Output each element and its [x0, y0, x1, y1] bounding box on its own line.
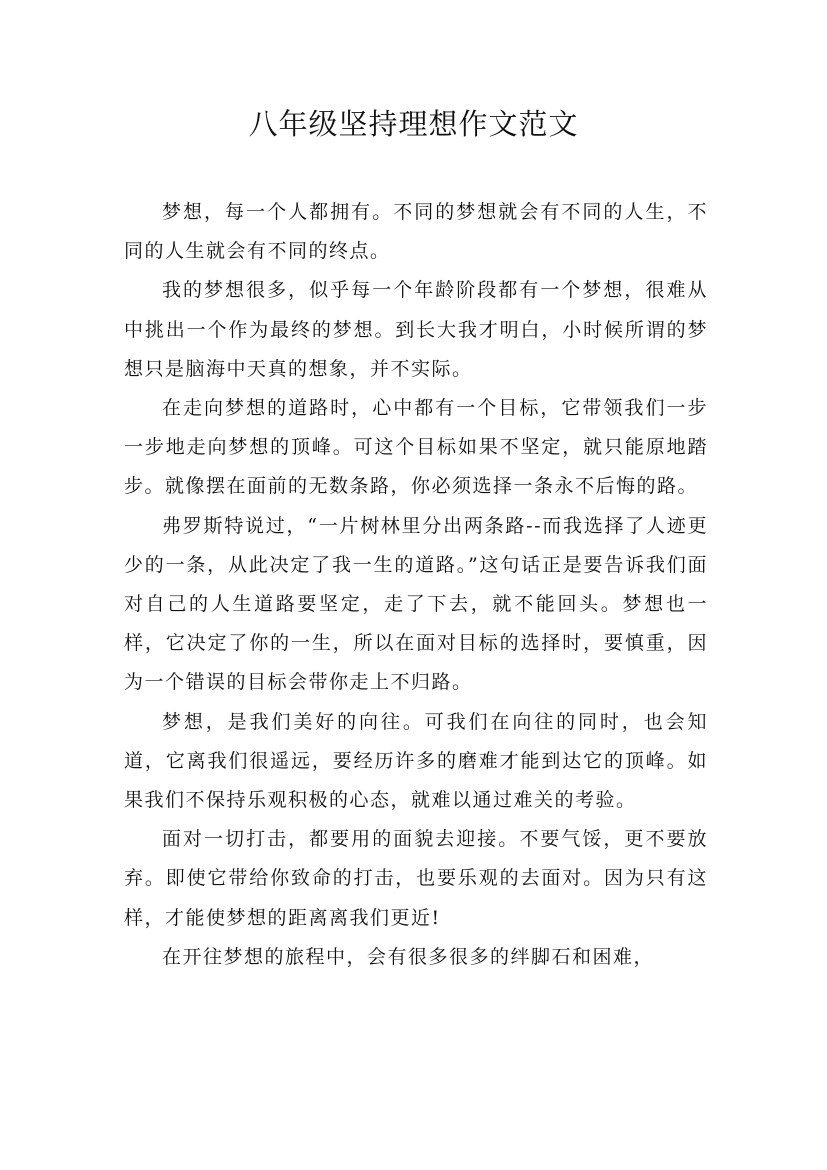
paragraph-2: 我的梦想很多，似乎每一个年龄阶段都有一个梦想，很难从中挑出一个作为最终的梦想。到长大我才明白，小时候所谓的梦想只是脑海中天真的想象，并不实际。 [124, 279, 708, 380]
document-title: 八年级坚持理想作文范文 [248, 107, 579, 141]
paragraph-5: 梦想，是我们美好的向往。可我们在向往的同时，也会知道，它离我们很遥远，要经历许多的磨难才能到达它的顶峰。如果我们不保持乐观积极的心态，就难以通过难关的考验。 [124, 710, 708, 812]
paragraph-6: 面对一切打击，都要用的面貌去迎接。不要气馁，更不要放弃。即使它带给你致命的打击，也要乐观的去面对。因为只有这样，才能使梦想的距离离我们更近! [124, 828, 708, 929]
paragraph-4: 弗罗斯特说过，“一片树林里分出两条路--而我选择了人迹更少的一条，从此决定了我一生的道路。”这句话正是要告诉我们面对自己的人生道路要坚定，走了下去，就不能回头。梦想也一样，它决定了你的一生，所以在面对目标的选择时，要慎重，因为一个错误的目标会带你走上不归路。 [124, 514, 708, 694]
paragraph-7: 在开往梦想的旅程中，会有很多很多的绊脚石和困难， [162, 945, 655, 968]
paragraph-1: 梦想，每一个人都拥有。不同的梦想就会有不同的人生，不同的人生就会有不同的终点。 [124, 201, 708, 263]
paragraph-3: 在走向梦想的道路时，心中都有一个目标，它带领我们一步一步地走向梦想的顶峰。可这个目标如果不坚定，就只能原地踏步。就像摆在面前的无数条路，你必须选择一条永不后悔的路。 [124, 397, 708, 498]
document-body [124, 193, 708, 977]
